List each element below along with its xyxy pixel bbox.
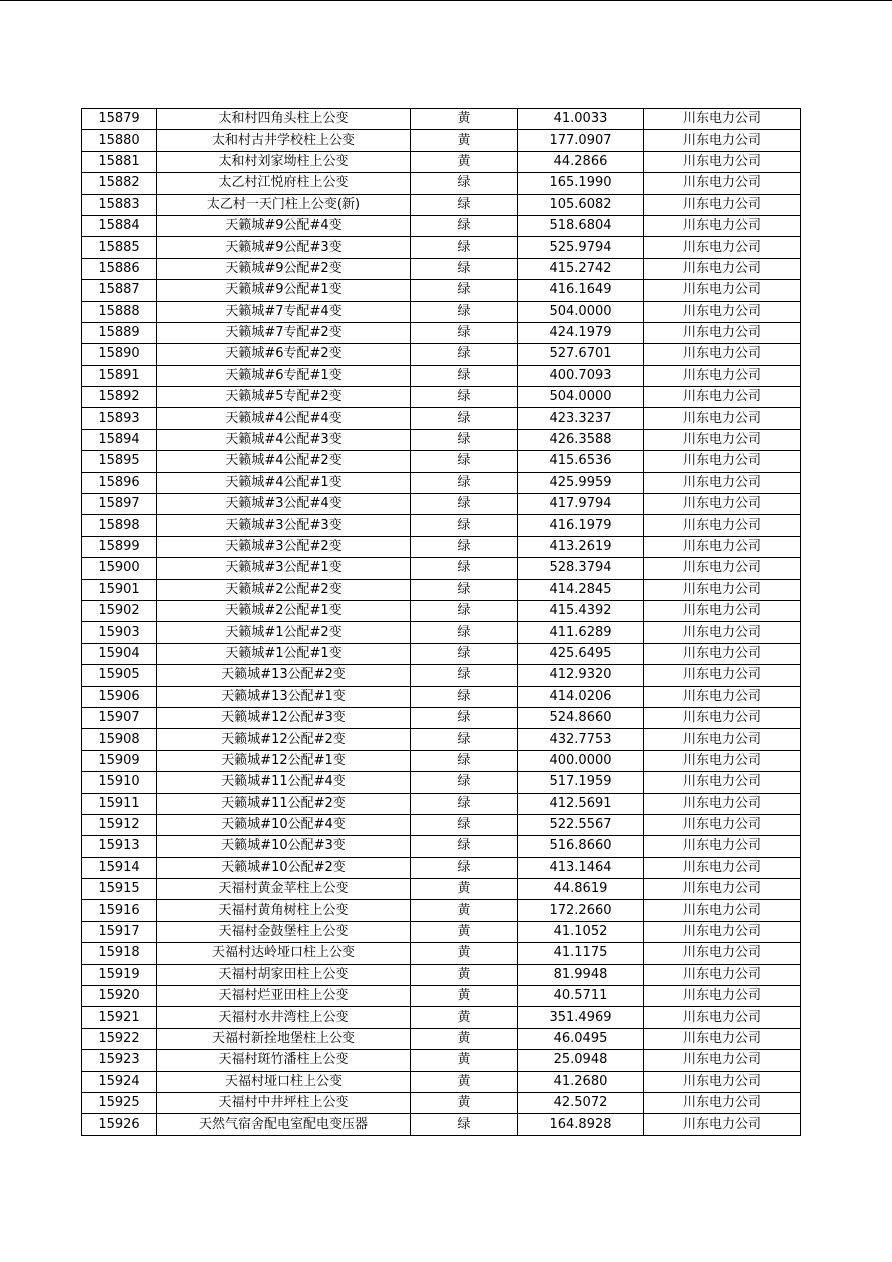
capacity-value-cell: 524.8660	[518, 707, 644, 728]
table-row	[82, 814, 801, 835]
row-id-cell: 15924	[82, 1071, 157, 1092]
status-color-cell: 黄	[411, 1050, 518, 1071]
row-id-cell: 15926	[82, 1114, 157, 1135]
capacity-value-cell: 416.1649	[518, 280, 644, 301]
capacity-value-cell: 425.9959	[518, 472, 644, 493]
row-id-cell: 15886	[82, 258, 157, 279]
status-color-cell: 绿	[411, 173, 518, 194]
table-row	[82, 258, 801, 279]
company-cell: 川东电力公司	[644, 1071, 801, 1092]
row-id-cell: 15911	[82, 793, 157, 814]
transformer-name-cell: 天福村黄金苹柱上公变	[157, 879, 411, 900]
table-row	[82, 579, 801, 600]
capacity-value-cell: 172.2660	[518, 900, 644, 921]
row-id-cell: 15901	[82, 579, 157, 600]
table-row	[82, 964, 801, 985]
table-row	[82, 322, 801, 343]
status-color-cell: 绿	[411, 643, 518, 664]
transformer-name-cell: 天籁城#4公配#2变	[157, 451, 411, 472]
table-row	[82, 857, 801, 878]
transformer-name-cell: 天福村烂亚田柱上公变	[157, 986, 411, 1007]
row-id-cell: 15921	[82, 1007, 157, 1028]
company-cell: 川东电力公司	[644, 429, 801, 450]
row-id-cell: 15882	[82, 173, 157, 194]
table-row	[82, 665, 801, 686]
company-cell: 川东电力公司	[644, 793, 801, 814]
status-color-cell: 绿	[411, 600, 518, 621]
table-row	[82, 280, 801, 301]
transformer-name-cell: 天籁城#2公配#1变	[157, 600, 411, 621]
transformer-name-cell: 天籁城#10公配#3变	[157, 836, 411, 857]
transformer-name-cell: 天籁城#1公配#1变	[157, 643, 411, 664]
table-row	[82, 879, 801, 900]
table-row	[82, 536, 801, 557]
row-id-cell: 15915	[82, 879, 157, 900]
company-cell: 川东电力公司	[644, 665, 801, 686]
table-row	[82, 472, 801, 493]
row-id-cell: 15918	[82, 943, 157, 964]
capacity-value-cell: 177.0907	[518, 130, 644, 151]
status-color-cell: 绿	[411, 1114, 518, 1135]
row-id-cell: 15890	[82, 344, 157, 365]
status-color-cell: 黄	[411, 1007, 518, 1028]
transformer-name-cell: 天籁城#10公配#2变	[157, 857, 411, 878]
capacity-value-cell: 504.0000	[518, 301, 644, 322]
row-id-cell: 15887	[82, 280, 157, 301]
company-cell: 川东电力公司	[644, 772, 801, 793]
table-row	[82, 429, 801, 450]
company-cell: 川东电力公司	[644, 365, 801, 386]
table-row	[82, 921, 801, 942]
company-cell: 川东电力公司	[644, 408, 801, 429]
table-row	[82, 750, 801, 771]
capacity-value-cell: 432.7753	[518, 729, 644, 750]
row-id-cell: 15888	[82, 301, 157, 322]
transformer-name-cell: 太和村刘家坳柱上公变	[157, 151, 411, 172]
transformer-name-cell: 天籁城#12公配#3变	[157, 707, 411, 728]
row-id-cell: 15884	[82, 215, 157, 236]
table-row	[82, 600, 801, 621]
table-row	[82, 451, 801, 472]
table-row	[82, 344, 801, 365]
transformer-name-cell: 天籁城#9公配#1变	[157, 280, 411, 301]
status-color-cell: 绿	[411, 772, 518, 793]
capacity-value-cell: 40.5711	[518, 986, 644, 1007]
capacity-value-cell: 413.1464	[518, 857, 644, 878]
capacity-value-cell: 44.2866	[518, 151, 644, 172]
capacity-value-cell: 25.0948	[518, 1050, 644, 1071]
row-id-cell: 15904	[82, 643, 157, 664]
capacity-value-cell: 412.5691	[518, 793, 644, 814]
transformer-name-cell: 天籁城#13公配#2变	[157, 665, 411, 686]
row-id-cell: 15919	[82, 964, 157, 985]
status-color-cell: 绿	[411, 558, 518, 579]
status-color-cell: 黄	[411, 109, 518, 130]
table-row	[82, 1028, 801, 1049]
transformer-name-cell: 太和村古井学校柱上公变	[157, 130, 411, 151]
company-cell: 川东电力公司	[644, 280, 801, 301]
transformer-name-cell: 天籁城#3公配#2变	[157, 536, 411, 557]
table-row	[82, 130, 801, 151]
row-id-cell: 15879	[82, 109, 157, 130]
capacity-value-cell: 44.8619	[518, 879, 644, 900]
status-color-cell: 绿	[411, 472, 518, 493]
capacity-value-cell: 41.0033	[518, 109, 644, 130]
transformer-name-cell: 天籁城#12公配#1变	[157, 750, 411, 771]
capacity-value-cell: 517.1959	[518, 772, 644, 793]
status-color-cell: 绿	[411, 622, 518, 643]
transformer-name-cell: 天籁城#9公配#4变	[157, 215, 411, 236]
capacity-value-cell: 414.2845	[518, 579, 644, 600]
capacity-value-cell: 105.6082	[518, 194, 644, 215]
company-cell: 川东电力公司	[644, 643, 801, 664]
row-id-cell: 15896	[82, 472, 157, 493]
status-color-cell: 绿	[411, 258, 518, 279]
row-id-cell: 15925	[82, 1092, 157, 1113]
transformer-name-cell: 天福村胡家田柱上公变	[157, 964, 411, 985]
row-id-cell: 15922	[82, 1028, 157, 1049]
capacity-value-cell: 42.5072	[518, 1092, 644, 1113]
company-cell: 川东电力公司	[644, 1028, 801, 1049]
transformer-name-cell: 天福村达岭垭口柱上公变	[157, 943, 411, 964]
transformer-name-cell: 天籁城#12公配#2变	[157, 729, 411, 750]
row-id-cell: 15899	[82, 536, 157, 557]
row-id-cell: 15908	[82, 729, 157, 750]
table-row	[82, 1050, 801, 1071]
row-id-cell: 15897	[82, 494, 157, 515]
table-row	[82, 729, 801, 750]
row-id-cell: 15916	[82, 900, 157, 921]
status-color-cell: 绿	[411, 515, 518, 536]
capacity-value-cell: 81.9948	[518, 964, 644, 985]
status-color-cell: 绿	[411, 536, 518, 557]
status-color-cell: 绿	[411, 280, 518, 301]
capacity-value-cell: 400.0000	[518, 750, 644, 771]
transformer-name-cell: 天籁城#2公配#2变	[157, 579, 411, 600]
transformer-name-cell: 天籁城#13公配#1变	[157, 686, 411, 707]
company-cell: 川东电力公司	[644, 258, 801, 279]
transformer-name-cell: 天籁城#5专配#2变	[157, 387, 411, 408]
capacity-value-cell: 424.1979	[518, 322, 644, 343]
transformer-name-cell: 天籁城#9公配#2变	[157, 258, 411, 279]
transformer-name-cell: 天籁城#4公配#3变	[157, 429, 411, 450]
company-cell: 川东电力公司	[644, 237, 801, 258]
status-color-cell: 绿	[411, 836, 518, 857]
transformer-name-cell: 天籁城#1公配#2变	[157, 622, 411, 643]
table-row	[82, 622, 801, 643]
company-cell: 川东电力公司	[644, 322, 801, 343]
status-color-cell: 绿	[411, 665, 518, 686]
transformer-name-cell: 太和村四角头柱上公变	[157, 109, 411, 130]
row-id-cell: 15891	[82, 365, 157, 386]
transformer-name-cell: 天籁城#7专配#2变	[157, 322, 411, 343]
capacity-value-cell: 522.5567	[518, 814, 644, 835]
status-color-cell: 绿	[411, 494, 518, 515]
capacity-value-cell: 46.0495	[518, 1028, 644, 1049]
company-cell: 川东电力公司	[644, 900, 801, 921]
table-row	[82, 643, 801, 664]
transformer-name-cell: 天籁城#7专配#4变	[157, 301, 411, 322]
status-color-cell: 绿	[411, 365, 518, 386]
row-id-cell: 15902	[82, 600, 157, 621]
table-row	[82, 772, 801, 793]
status-color-cell: 黄	[411, 1092, 518, 1113]
capacity-value-cell: 416.1979	[518, 515, 644, 536]
company-cell: 川东电力公司	[644, 836, 801, 857]
status-color-cell: 黄	[411, 964, 518, 985]
table-row	[82, 494, 801, 515]
capacity-value-cell: 165.1990	[518, 173, 644, 194]
company-cell: 川东电力公司	[644, 215, 801, 236]
company-cell: 川东电力公司	[644, 109, 801, 130]
status-color-cell: 绿	[411, 451, 518, 472]
capacity-value-cell: 400.7093	[518, 365, 644, 386]
company-cell: 川东电力公司	[644, 729, 801, 750]
status-color-cell: 绿	[411, 750, 518, 771]
company-cell: 川东电力公司	[644, 1050, 801, 1071]
row-id-cell: 15923	[82, 1050, 157, 1071]
capacity-value-cell: 414.0206	[518, 686, 644, 707]
status-color-cell: 黄	[411, 921, 518, 942]
transformer-name-cell: 天籁城#6专配#1变	[157, 365, 411, 386]
table-row	[82, 215, 801, 236]
company-cell: 川东电力公司	[644, 194, 801, 215]
company-cell: 川东电力公司	[644, 921, 801, 942]
table-row	[82, 173, 801, 194]
transformer-name-cell: 天籁城#3公配#3变	[157, 515, 411, 536]
table-row	[82, 836, 801, 857]
capacity-value-cell: 351.4969	[518, 1007, 644, 1028]
row-id-cell: 15898	[82, 515, 157, 536]
status-color-cell: 绿	[411, 237, 518, 258]
status-color-cell: 黄	[411, 986, 518, 1007]
status-color-cell: 绿	[411, 387, 518, 408]
table-row	[82, 793, 801, 814]
transformer-name-cell: 天福村垭口柱上公变	[157, 1071, 411, 1092]
capacity-value-cell: 425.6495	[518, 643, 644, 664]
company-cell: 川东电力公司	[644, 387, 801, 408]
transformer-name-cell: 太乙村江悦府柱上公变	[157, 173, 411, 194]
table-row	[82, 1071, 801, 1092]
company-cell: 川东电力公司	[644, 707, 801, 728]
transformer-name-cell: 天籁城#4公配#1变	[157, 472, 411, 493]
capacity-value-cell: 41.1175	[518, 943, 644, 964]
transformer-table	[81, 108, 801, 1136]
row-id-cell: 15907	[82, 707, 157, 728]
transformer-name-cell: 天籁城#3公配#1变	[157, 558, 411, 579]
company-cell: 川东电力公司	[644, 686, 801, 707]
page-top-border	[0, 0, 892, 1]
company-cell: 川东电力公司	[644, 857, 801, 878]
table-row	[82, 515, 801, 536]
transformer-name-cell: 天然气宿舍配电室配电变压器	[157, 1114, 411, 1135]
company-cell: 川东电力公司	[644, 964, 801, 985]
status-color-cell: 绿	[411, 301, 518, 322]
row-id-cell: 15893	[82, 408, 157, 429]
table-row	[82, 237, 801, 258]
status-color-cell: 绿	[411, 686, 518, 707]
row-id-cell: 15905	[82, 665, 157, 686]
company-cell: 川东电力公司	[644, 943, 801, 964]
company-cell: 川东电力公司	[644, 879, 801, 900]
status-color-cell: 绿	[411, 408, 518, 429]
company-cell: 川东电力公司	[644, 151, 801, 172]
company-cell: 川东电力公司	[644, 344, 801, 365]
company-cell: 川东电力公司	[644, 814, 801, 835]
transformer-name-cell: 天籁城#4公配#4变	[157, 408, 411, 429]
capacity-value-cell: 415.2742	[518, 258, 644, 279]
row-id-cell: 15892	[82, 387, 157, 408]
status-color-cell: 黄	[411, 151, 518, 172]
capacity-value-cell: 415.6536	[518, 451, 644, 472]
table-row	[82, 686, 801, 707]
status-color-cell: 黄	[411, 900, 518, 921]
row-id-cell: 15881	[82, 151, 157, 172]
capacity-value-cell: 41.2680	[518, 1071, 644, 1092]
row-id-cell: 15906	[82, 686, 157, 707]
status-color-cell: 黄	[411, 943, 518, 964]
table-row	[82, 408, 801, 429]
row-id-cell: 15883	[82, 194, 157, 215]
status-color-cell: 黄	[411, 130, 518, 151]
company-cell: 川东电力公司	[644, 986, 801, 1007]
table-row	[82, 109, 801, 130]
status-color-cell: 黄	[411, 1028, 518, 1049]
company-cell: 川东电力公司	[644, 515, 801, 536]
row-id-cell: 15917	[82, 921, 157, 942]
table-row	[82, 1007, 801, 1028]
row-id-cell: 15889	[82, 322, 157, 343]
row-id-cell: 15895	[82, 451, 157, 472]
status-color-cell: 绿	[411, 707, 518, 728]
capacity-value-cell: 412.9320	[518, 665, 644, 686]
capacity-value-cell: 426.3588	[518, 429, 644, 450]
company-cell: 川东电力公司	[644, 130, 801, 151]
company-cell: 川东电力公司	[644, 1007, 801, 1028]
table-row	[82, 558, 801, 579]
row-id-cell: 15913	[82, 836, 157, 857]
status-color-cell: 绿	[411, 429, 518, 450]
row-id-cell: 15909	[82, 750, 157, 771]
company-cell: 川东电力公司	[644, 494, 801, 515]
status-color-cell: 绿	[411, 857, 518, 878]
table-row	[82, 1114, 801, 1135]
capacity-value-cell: 516.8660	[518, 836, 644, 857]
capacity-value-cell: 41.1052	[518, 921, 644, 942]
company-cell: 川东电力公司	[644, 173, 801, 194]
row-id-cell: 15900	[82, 558, 157, 579]
company-cell: 川东电力公司	[644, 472, 801, 493]
status-color-cell: 绿	[411, 729, 518, 750]
capacity-value-cell: 164.8928	[518, 1114, 644, 1135]
transformer-name-cell: 天福村金鼓堡柱上公变	[157, 921, 411, 942]
table-row	[82, 387, 801, 408]
table-row	[82, 900, 801, 921]
table-row	[82, 943, 801, 964]
row-id-cell: 15885	[82, 237, 157, 258]
capacity-value-cell: 411.6289	[518, 622, 644, 643]
row-id-cell: 15894	[82, 429, 157, 450]
table-row	[82, 151, 801, 172]
table-row	[82, 986, 801, 1007]
table-row	[82, 301, 801, 322]
table-body	[82, 109, 801, 1136]
company-cell: 川东电力公司	[644, 600, 801, 621]
company-cell: 川东电力公司	[644, 1114, 801, 1135]
row-id-cell: 15914	[82, 857, 157, 878]
status-color-cell: 绿	[411, 322, 518, 343]
transformer-name-cell: 天福村水井湾柱上公变	[157, 1007, 411, 1028]
capacity-value-cell: 525.9794	[518, 237, 644, 258]
table-row	[82, 365, 801, 386]
capacity-value-cell: 413.2619	[518, 536, 644, 557]
table-row	[82, 1092, 801, 1113]
company-cell: 川东电力公司	[644, 536, 801, 557]
company-cell: 川东电力公司	[644, 1092, 801, 1113]
transformer-name-cell: 天籁城#10公配#4变	[157, 814, 411, 835]
transformer-name-cell: 天籁城#9公配#3变	[157, 237, 411, 258]
status-color-cell: 绿	[411, 344, 518, 365]
status-color-cell: 绿	[411, 793, 518, 814]
company-cell: 川东电力公司	[644, 750, 801, 771]
status-color-cell: 绿	[411, 579, 518, 600]
company-cell: 川东电力公司	[644, 451, 801, 472]
transformer-name-cell: 天籁城#3公配#4变	[157, 494, 411, 515]
row-id-cell: 15912	[82, 814, 157, 835]
transformer-name-cell: 天福村斑竹潘柱上公变	[157, 1050, 411, 1071]
table-row	[82, 194, 801, 215]
transformer-name-cell: 天籁城#11公配#4变	[157, 772, 411, 793]
capacity-value-cell: 417.9794	[518, 494, 644, 515]
company-cell: 川东电力公司	[644, 579, 801, 600]
row-id-cell: 15920	[82, 986, 157, 1007]
status-color-cell: 黄	[411, 1071, 518, 1092]
company-cell: 川东电力公司	[644, 622, 801, 643]
status-color-cell: 绿	[411, 215, 518, 236]
capacity-value-cell: 423.3237	[518, 408, 644, 429]
transformer-name-cell: 太乙村一天门柱上公变(新)	[157, 194, 411, 215]
capacity-value-cell: 504.0000	[518, 387, 644, 408]
status-color-cell: 黄	[411, 879, 518, 900]
transformer-name-cell: 天福村新拴地堡柱上公变	[157, 1028, 411, 1049]
capacity-value-cell: 528.3794	[518, 558, 644, 579]
company-cell: 川东电力公司	[644, 558, 801, 579]
capacity-value-cell: 527.6701	[518, 344, 644, 365]
capacity-value-cell: 415.4392	[518, 600, 644, 621]
status-color-cell: 绿	[411, 814, 518, 835]
transformer-name-cell: 天福村黄角树柱上公变	[157, 900, 411, 921]
row-id-cell: 15910	[82, 772, 157, 793]
row-id-cell: 15880	[82, 130, 157, 151]
transformer-name-cell: 天籁城#6专配#2变	[157, 344, 411, 365]
row-id-cell: 15903	[82, 622, 157, 643]
transformer-name-cell: 天福村中井坪柱上公变	[157, 1092, 411, 1113]
table-row	[82, 707, 801, 728]
company-cell: 川东电力公司	[644, 301, 801, 322]
transformer-name-cell: 天籁城#11公配#2变	[157, 793, 411, 814]
status-color-cell: 绿	[411, 194, 518, 215]
capacity-value-cell: 518.6804	[518, 215, 644, 236]
